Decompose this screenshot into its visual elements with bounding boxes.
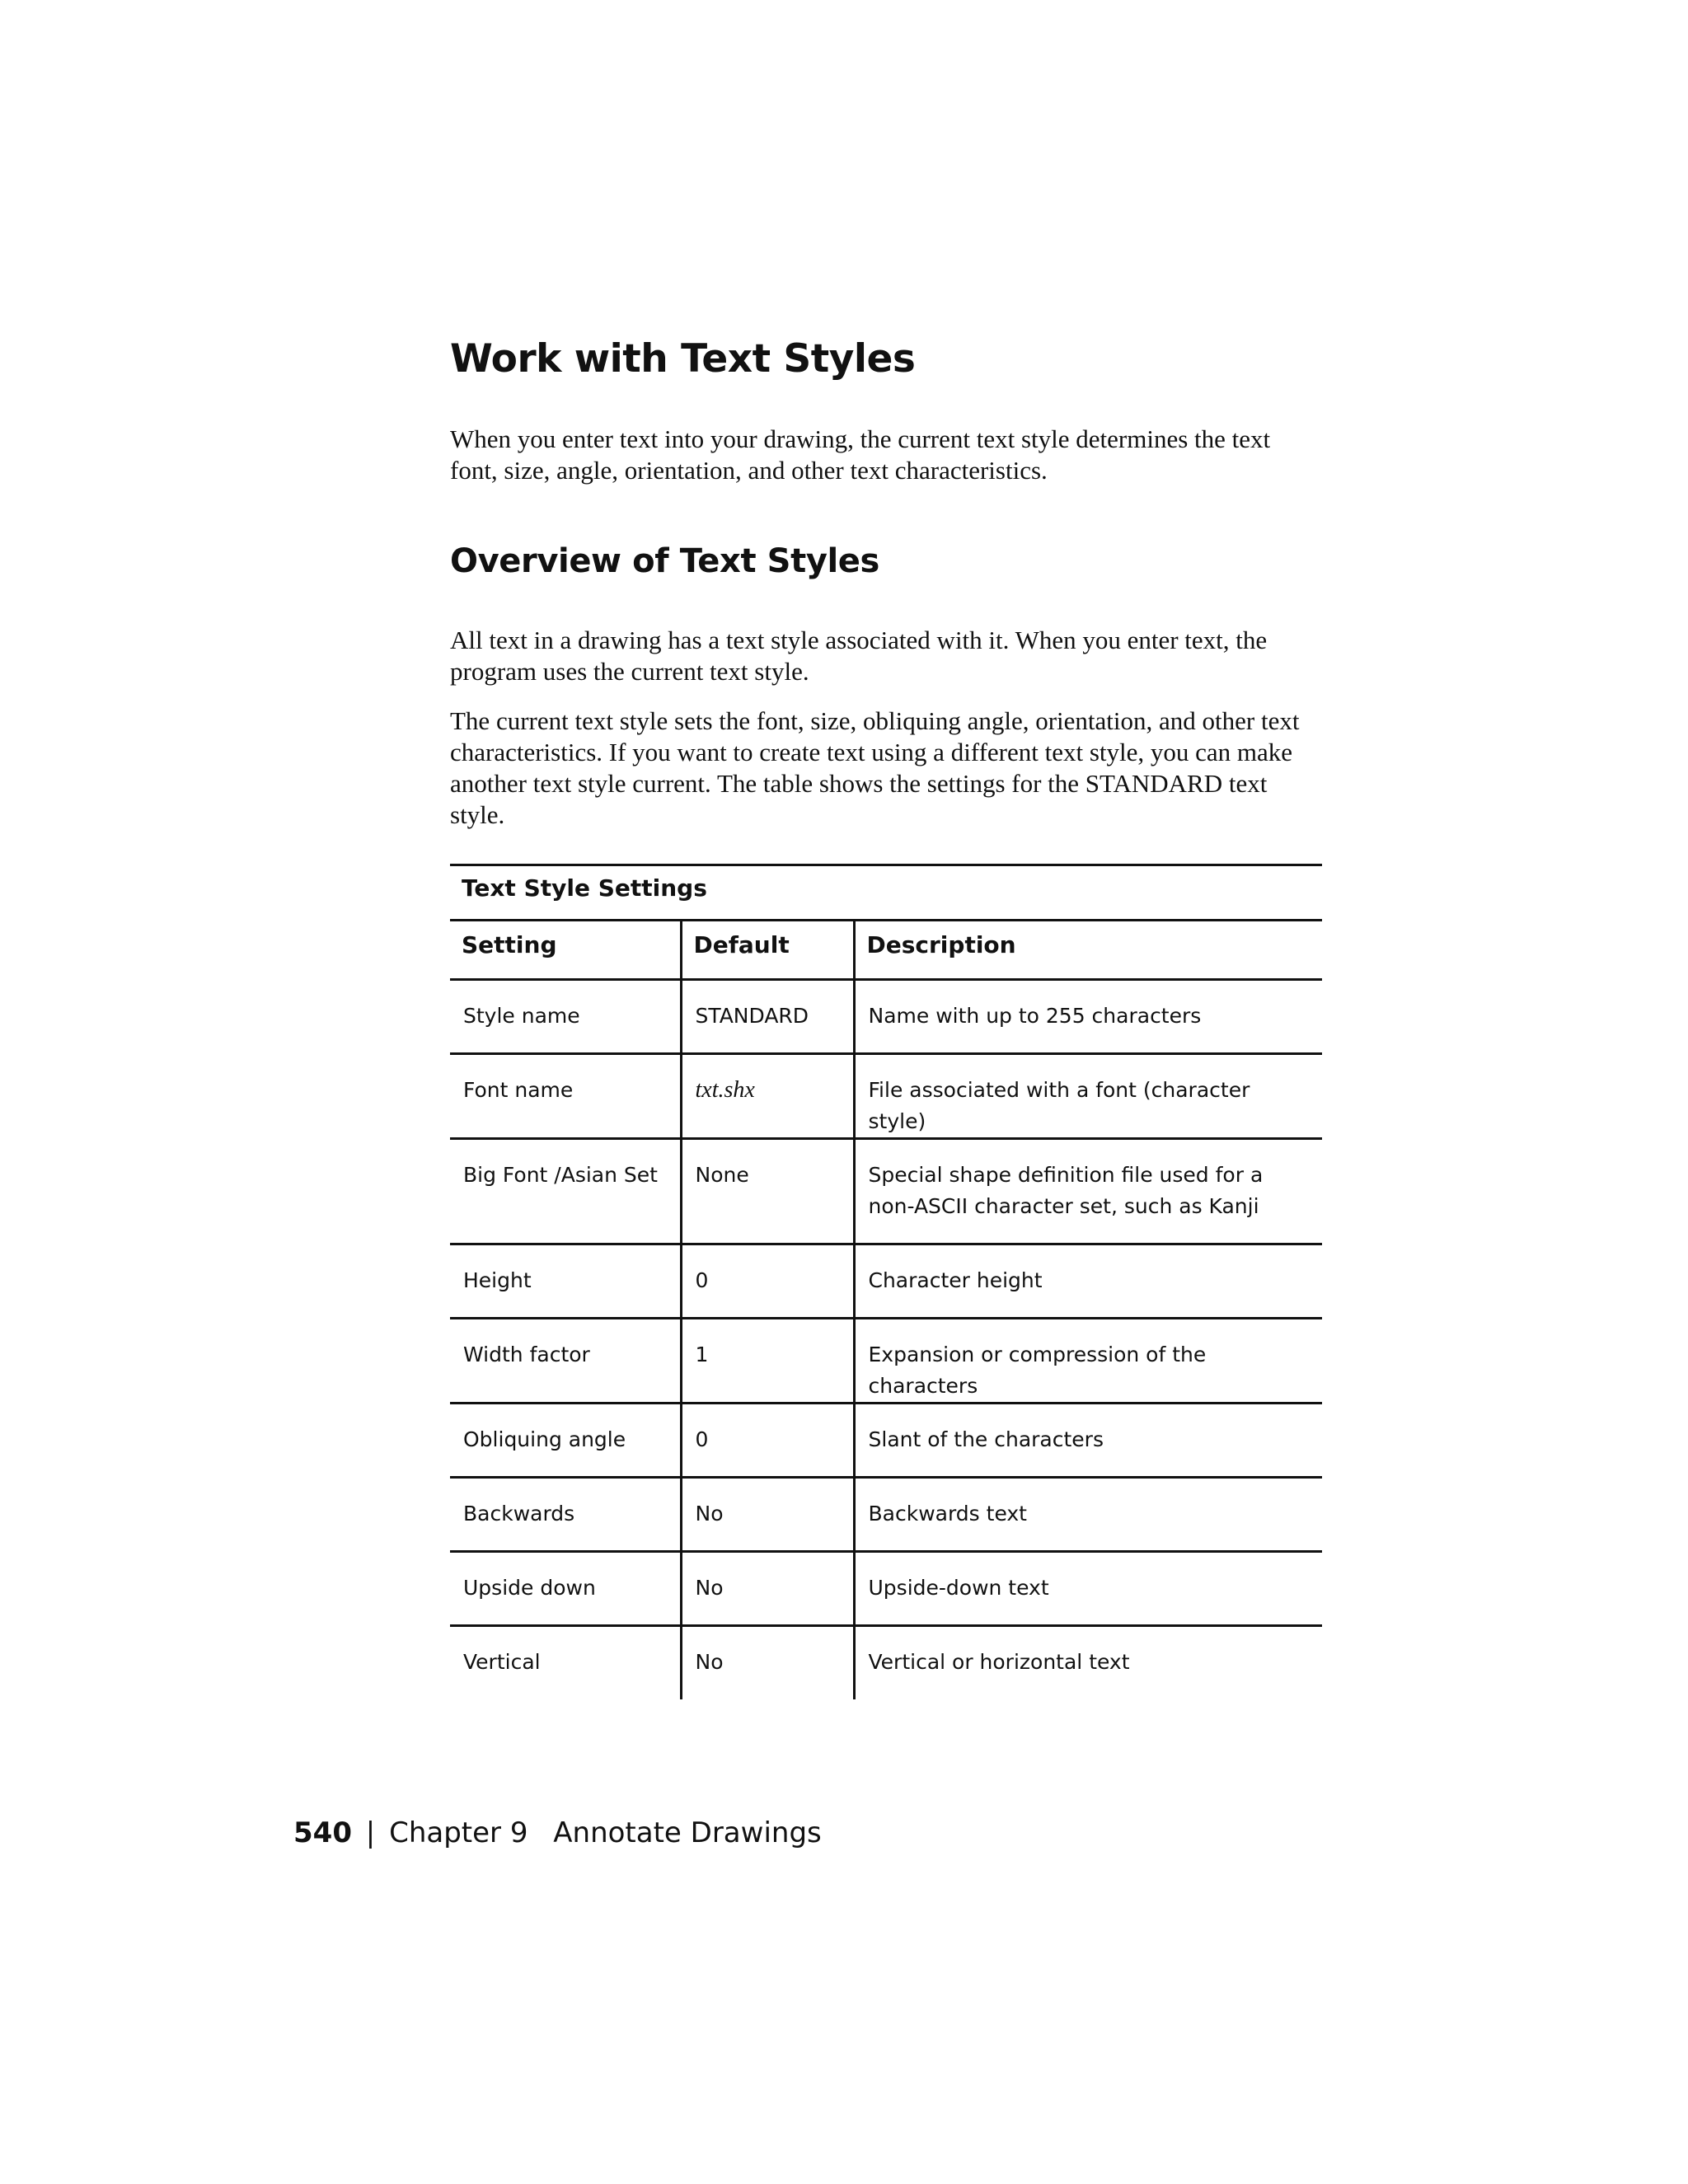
table-row <box>450 1318 1322 1403</box>
text-style-settings-table <box>450 864 1322 1699</box>
chapter-title: Annotate Drawings <box>553 1816 822 1849</box>
cell-default: 1 <box>681 1318 854 1403</box>
section-heading: Work with Text Styles <box>450 336 916 382</box>
cell-description: Backwards text <box>854 1477 1322 1551</box>
cell-description: File associated with a font (character style) <box>854 1053 1322 1138</box>
cell-setting: Height <box>450 1244 681 1318</box>
cell-description: Slant of the characters <box>854 1403 1322 1477</box>
cell-setting: Backwards <box>450 1477 681 1551</box>
cell-setting: Big Font /Asian Set <box>450 1138 681 1244</box>
cell-setting: Font name <box>450 1053 681 1138</box>
cell-setting: Width factor <box>450 1318 681 1403</box>
table-header-row <box>450 921 1322 979</box>
header-setting: Setting <box>450 921 681 979</box>
cell-description: Expansion or compression of the characters <box>854 1318 1322 1403</box>
footer-separator: | <box>365 1816 376 1849</box>
cell-description: Name with up to 255 characters <box>854 979 1322 1053</box>
intro-paragraph: When you enter text into your drawing, the current text style determines the text font, size, angle, orientation, and other text characteristics. <box>450 424 1271 485</box>
page-number: 540 <box>293 1816 352 1849</box>
settings-table <box>450 921 1322 1699</box>
subsection-heading: Overview of Text Styles <box>450 542 879 580</box>
table-row <box>450 1244 1322 1318</box>
cell-default: No <box>681 1551 854 1625</box>
header-default: Default <box>681 921 854 979</box>
cell-default: None <box>681 1138 854 1244</box>
table-row <box>450 1625 1322 1699</box>
table-row <box>450 1551 1322 1625</box>
table-row <box>450 1477 1322 1551</box>
chapter-label: Chapter 9 <box>389 1816 528 1849</box>
cell-default: STANDARD <box>681 979 854 1053</box>
table-row <box>450 1053 1322 1138</box>
table-row <box>450 1138 1322 1244</box>
table-row <box>450 1403 1322 1477</box>
cell-description: Upside-down text <box>854 1551 1322 1625</box>
cell-default: txt.shx <box>681 1053 854 1138</box>
cell-setting: Vertical <box>463 1649 541 1674</box>
cell-setting: Upside down <box>450 1551 681 1625</box>
cell-default: No <box>681 1625 854 1699</box>
cell-description: Character height <box>854 1244 1322 1318</box>
cell-default: 0 <box>681 1244 854 1318</box>
table-title: Text Style Settings <box>450 864 1322 921</box>
cell-default: 0 <box>681 1403 854 1477</box>
cell-setting: Style name <box>450 979 681 1053</box>
cell-setting: Obliquing angle <box>450 1403 681 1477</box>
overview-paragraph-2: The current text style sets the font, size, obliquing angle, orientation, and other text characteristics. If you want to create text using a different text style, you can make another text style current. The table shows the settings for the STANDARD text style. <box>450 706 1300 829</box>
overview-paragraph-1: All text in a drawing has a text style associated with it. When you enter text, the program uses the current text style. <box>450 626 1268 686</box>
header-description: Description <box>854 921 1322 979</box>
cell-description: Vertical or horizontal text <box>854 1625 1322 1699</box>
table-row <box>450 979 1322 1053</box>
page-footer <box>293 1816 822 1849</box>
cell-description: Special shape definition file used for a non-ASCII character set, such as Kanji <box>854 1138 1322 1244</box>
cell-default: No <box>681 1477 854 1551</box>
